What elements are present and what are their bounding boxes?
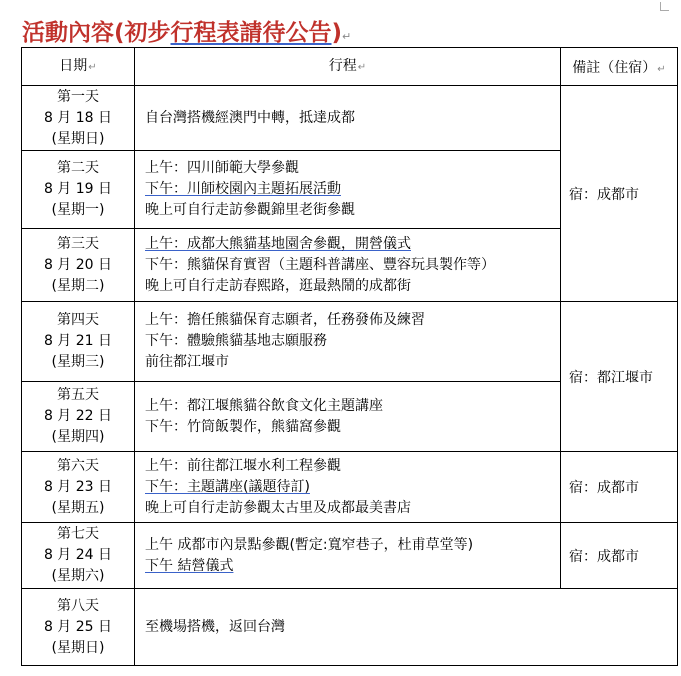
date-cell: 第一天 8 月 18 日 (星期日) bbox=[22, 86, 135, 151]
plan-cell: 上午：四川師範大學參觀 下午：川師校園內主題拓展活動 晚上可自行走訪參觀錦里老街參觀 bbox=[135, 151, 561, 229]
plan-cell: 上午：前往都江堰水利工程參觀 下午：主題講座(議題待訂) 晚上可自行走訪參觀太古里及成都最美書店 bbox=[135, 452, 561, 523]
title-part1: 初步 bbox=[124, 20, 171, 46]
date-cell: 第五天 8 月 22 日 (星期四) bbox=[22, 382, 135, 452]
title-part2: 行程表 bbox=[170, 20, 240, 46]
date-cell: 第二天 8 月 19 日 (星期一) bbox=[22, 151, 135, 229]
table-row bbox=[22, 452, 678, 523]
plan-cell: 至機場搭機，返回台灣 bbox=[135, 589, 678, 666]
table-row bbox=[22, 589, 678, 666]
table-row bbox=[22, 523, 678, 589]
note-cell: 宿：都江堰市 bbox=[561, 302, 678, 452]
title-paren-close: ) bbox=[331, 20, 343, 46]
header-note: 備註（住宿）↵ bbox=[561, 48, 678, 86]
date-cell: 第六天 8 月 23 日 (星期五) bbox=[22, 452, 135, 523]
note-cell: 宿：成都市 bbox=[561, 523, 678, 589]
date-cell: 第四天 8 月 21 日 (星期三) bbox=[22, 302, 135, 382]
title-part3: 請待公告 bbox=[239, 20, 332, 46]
date-cell: 第三天 8 月 20 日 (星期二) bbox=[22, 229, 135, 302]
plan-cell: 自台灣搭機經澳門中轉，抵達成都 bbox=[135, 86, 561, 151]
schedule-table bbox=[21, 47, 678, 666]
plan-cell: 上午：成都大熊貓基地園舍參觀，開營儀式 下午：熊貓保育實習（主題科普講座、豐容玩具製作等） 晚上可自行走訪春熙路，逛最熱鬧的成都街 bbox=[135, 229, 561, 302]
header-row bbox=[22, 48, 678, 86]
header-plan: 行程↵ bbox=[135, 48, 561, 86]
note-cell: 宿：成都市 bbox=[561, 86, 678, 302]
page-corner-mark bbox=[660, 2, 669, 11]
note-cell: 宿：成都市 bbox=[561, 452, 678, 523]
table-row bbox=[22, 302, 678, 382]
page-title bbox=[22, 14, 351, 47]
paragraph-mark: ↵ bbox=[342, 30, 352, 43]
plan-cell: 上午：擔任熊貓保育志願者，任務發佈及練習 下午：體驗熊貓基地志願服務 前往都江堰市 bbox=[135, 302, 561, 382]
date-cell: 第八天 8 月 25 日 (星期日) bbox=[22, 589, 135, 666]
title-paren-open: ( bbox=[114, 20, 125, 46]
date-cell: 第七天 8 月 24 日 (星期六) bbox=[22, 523, 135, 589]
plan-cell: 上午 成都市內景點參觀(暫定:寬窄巷子，杜甫草堂等) 下午 結營儀式 bbox=[135, 523, 561, 589]
header-date: 日期↵ bbox=[22, 48, 135, 86]
table-row bbox=[22, 86, 678, 151]
plan-cell: 上午：都江堰熊貓谷飲食文化主題講座 下午：竹筒飯製作，熊貓窩參觀 bbox=[135, 382, 561, 452]
title-prefix: 活動內容 bbox=[22, 20, 114, 46]
